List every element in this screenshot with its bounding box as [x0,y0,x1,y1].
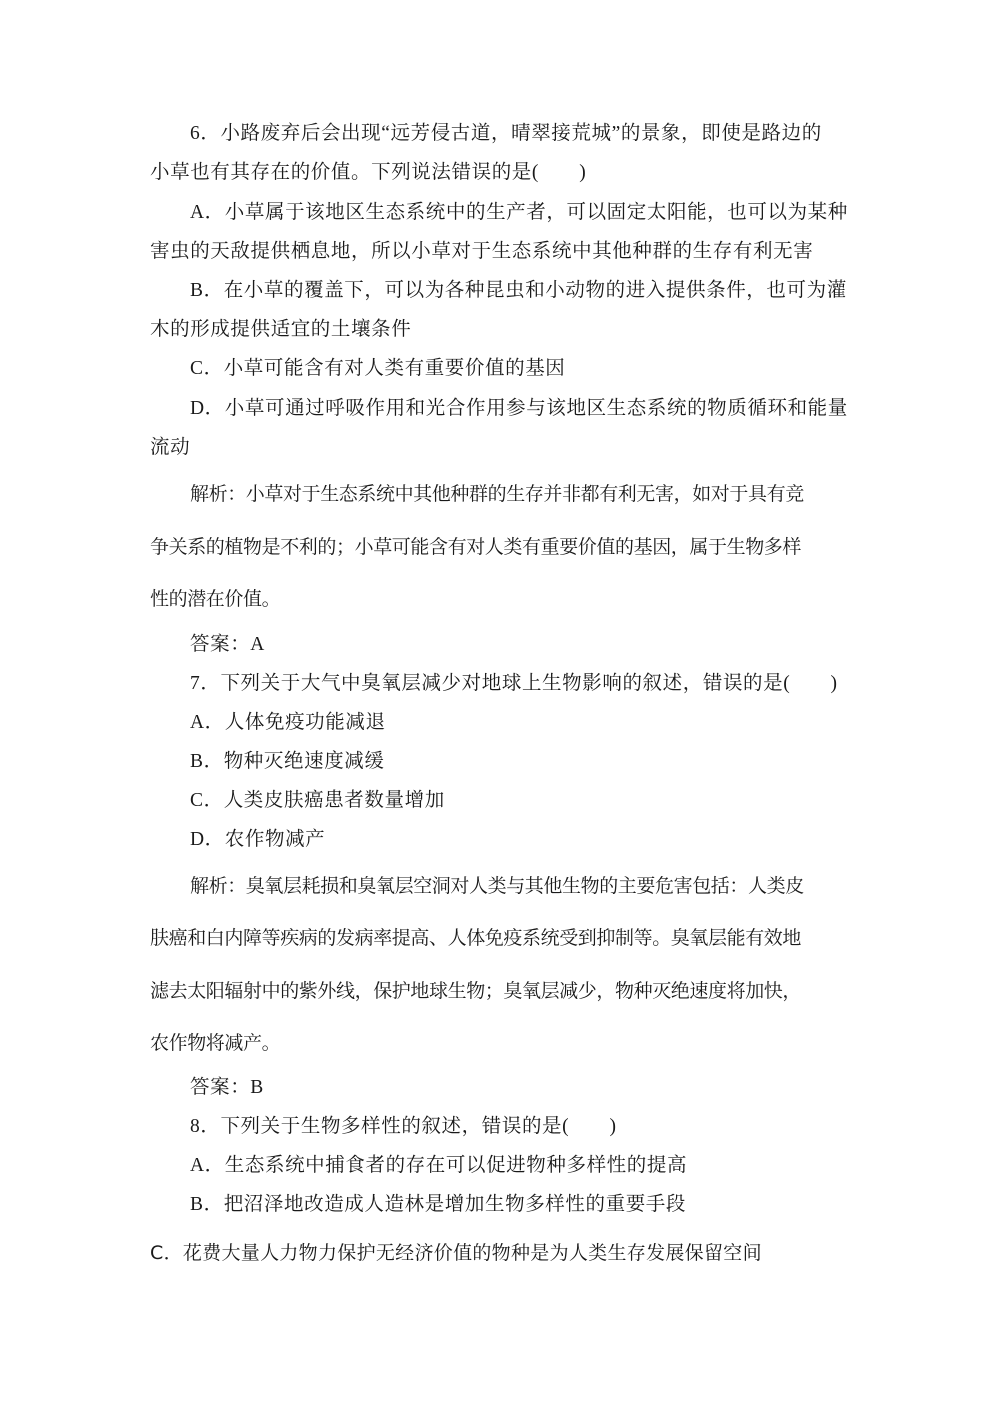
question-7-analysis-line-4: 农作物将减产。 [150,1032,281,1054]
question-6-option-d-line-2: 流动 [150,437,191,458]
question-7-option-b: B．物种灭绝速度减缓 [190,751,385,772]
question-8-option-b: B．把沼泽地改造成人造林是增加生物多样性的重要手段 [190,1194,687,1215]
question-8-option-a: A．生态系统中捕食者的存在可以促进物种多样性的提高 [190,1155,688,1176]
question-6-answer: 答案：A [190,634,265,655]
question-6-option-d-line-1: D．小草可通过呼吸作用和光合作用参与该地区生态系统的物质循环和能量 [190,398,848,419]
question-6-option-c: C．小草可能含有对人类有重要价值的基因 [190,358,566,379]
question-6-option-a-line-2: 害虫的天敌提供栖息地，所以小草对于生态系统中其他种群的生存有利无害 [150,241,814,262]
question-8-stem: 8．下列关于生物多样性的叙述，错误的是( ) [190,1116,617,1137]
question-7-analysis-line-3: 滤去太阳辐射中的紫外线，保护地球生物；臭氧层减少，物种灭绝速度将加快， [150,980,802,1002]
question-7-option-d: D．农作物减产 [190,829,326,850]
question-6-analysis-line-3: 性的潜在价值。 [150,588,281,610]
question-6-stem-line-2: 小草也有其存在的价值。下列说法错误的是( ) [150,162,587,183]
question-8-option-c: C．花费大量人力物力保护无经济价值的物种是为人类生存发展保留空间 [150,1242,762,1264]
question-6-option-b-line-2: 木的形成提供适宜的土壤条件 [150,319,412,340]
question-6-option-b-line-1: B．在小草的覆盖下，可以为各种昆虫和小动物的进入提供条件，也可为灌 [190,280,847,301]
question-6-option-a-line-1: A．小草属于该地区生态系统中的生产者，可以固定太阳能，也可以为某种 [190,202,848,223]
question-6-stem-line-1: 6．小路废弃后会出现“远芳侵古道，晴翠接荒城”的景象，即使是路边的 [190,123,822,144]
question-7-option-a: A．人体免疫功能减退 [190,712,386,733]
question-7-analysis-line-1: 解析：臭氧层耗损和臭氧层空洞对人类与其他生物的主要危害包括：人类皮 [190,875,804,897]
question-7-option-c: C．人类皮肤癌患者数量增加 [190,790,445,811]
question-7-stem: 7．下列关于大气中臭氧层减少对地球上生物影响的叙述，错误的是( ) [190,673,838,694]
question-6-analysis-line-1: 解析：小草对于生态系统中其他种群的生存并非都有利无害，如对于具有竞 [190,483,804,505]
question-7-analysis-line-2: 肤癌和白内障等疾病的发病率提高、人体免疫系统受到抑制等。臭氧层能有效地 [150,927,802,949]
question-6-analysis-line-2: 争关系的植物是不利的；小草可能含有对人类有重要价值的基因，属于生物多样 [150,536,802,558]
question-7-answer: 答案：B [190,1077,264,1098]
